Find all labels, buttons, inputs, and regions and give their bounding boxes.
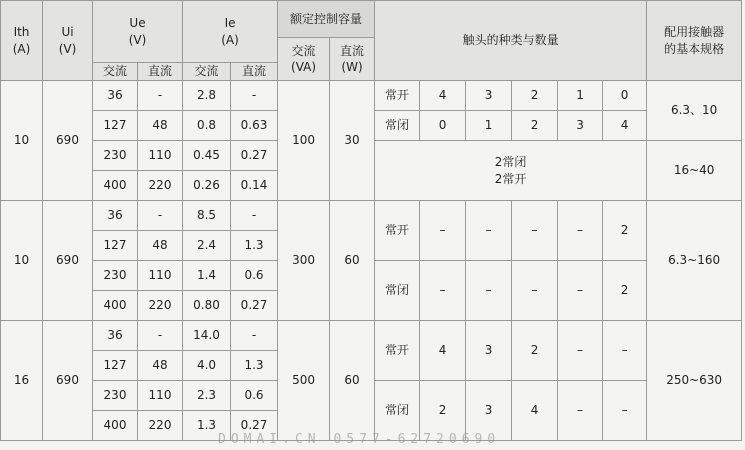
nc-count: 2 bbox=[603, 261, 647, 321]
ue-ac: 127 bbox=[93, 231, 138, 261]
no-count: 3 bbox=[466, 321, 512, 381]
contactor-spec: 6.3~160 bbox=[647, 201, 742, 321]
ie-dc: 1.3 bbox=[231, 351, 278, 381]
ue-ac: 127 bbox=[93, 351, 138, 381]
ue-ac: 400 bbox=[93, 411, 138, 441]
nc-count: – bbox=[466, 261, 512, 321]
ue-dc: 110 bbox=[138, 141, 183, 171]
ue-ac: 36 bbox=[93, 201, 138, 231]
ie-dc: 0.27 bbox=[231, 141, 278, 171]
ie-dc: - bbox=[231, 321, 278, 351]
ue-dc: 48 bbox=[138, 111, 183, 141]
contact-note: 2常闭 2常开 bbox=[375, 141, 647, 201]
ui-header: Ui (V) bbox=[43, 1, 93, 81]
no-count: 2 bbox=[512, 321, 558, 381]
w-header: 直流 (W) bbox=[330, 38, 375, 81]
ith-value: 16 bbox=[1, 321, 43, 441]
ith-value: 10 bbox=[1, 81, 43, 201]
nc-count: 4 bbox=[603, 111, 647, 141]
no-count: 2 bbox=[512, 81, 558, 111]
ie-dc-header: 直流 bbox=[231, 63, 278, 81]
ie-ac: 8.5 bbox=[183, 201, 231, 231]
va-value: 100 bbox=[278, 81, 330, 201]
normally-open-label: 常开 bbox=[375, 81, 420, 111]
va-header: 交流 (VA) bbox=[278, 38, 330, 81]
no-count: – bbox=[603, 321, 647, 381]
ue-dc: 48 bbox=[138, 351, 183, 381]
ie-dc: 0.14 bbox=[231, 171, 278, 201]
ith-value: 10 bbox=[1, 201, 43, 321]
ie-ac: 1.3 bbox=[183, 411, 231, 441]
nc-count: – bbox=[512, 261, 558, 321]
nc-count: 1 bbox=[466, 111, 512, 141]
table-row bbox=[1, 321, 742, 351]
normally-closed-label: 常闭 bbox=[375, 261, 420, 321]
no-count: – bbox=[420, 201, 466, 261]
ue-dc: 110 bbox=[138, 381, 183, 411]
ie-header: Ie (A) bbox=[183, 1, 278, 63]
table-row bbox=[1, 81, 742, 111]
ue-ac: 230 bbox=[93, 381, 138, 411]
no-count: – bbox=[558, 321, 603, 381]
contactor-spec: 16~40 bbox=[647, 141, 742, 201]
ie-dc: 0.63 bbox=[231, 111, 278, 141]
ue-dc: - bbox=[138, 81, 183, 111]
no-count: – bbox=[558, 201, 603, 261]
nc-count: 0 bbox=[420, 111, 466, 141]
watermark: DOMAI.CN 0577-62720690 bbox=[218, 432, 501, 447]
normally-closed-label: 常闭 bbox=[375, 381, 420, 441]
ue-dc: 220 bbox=[138, 411, 183, 441]
normally-open-label: 常开 bbox=[375, 201, 420, 261]
rated-capacity-header: 额定控制容量 bbox=[278, 1, 375, 38]
ith-header: Ith (A) bbox=[1, 1, 43, 81]
contactor-spec-header: 配用接触器 的基本规格 bbox=[647, 1, 742, 81]
ui-value: 690 bbox=[43, 321, 93, 441]
ie-dc: - bbox=[231, 201, 278, 231]
nc-count: – bbox=[603, 381, 647, 441]
ie-ac: 0.8 bbox=[183, 111, 231, 141]
ie-ac: 0.26 bbox=[183, 171, 231, 201]
table-row bbox=[1, 201, 742, 231]
contacts-header: 触头的种类与数量 bbox=[375, 1, 647, 81]
ue-ac: 230 bbox=[93, 261, 138, 291]
ue-ac: 400 bbox=[93, 291, 138, 321]
ui-value: 690 bbox=[43, 201, 93, 321]
ie-dc: 0.6 bbox=[231, 261, 278, 291]
ue-dc: 110 bbox=[138, 261, 183, 291]
va-value: 300 bbox=[278, 201, 330, 321]
ie-dc: 1.3 bbox=[231, 231, 278, 261]
ue-dc-header: 直流 bbox=[138, 63, 183, 81]
no-count: 2 bbox=[603, 201, 647, 261]
no-count: 0 bbox=[603, 81, 647, 111]
ue-ac: 36 bbox=[93, 321, 138, 351]
contactor-spec: 6.3、10 bbox=[647, 81, 742, 141]
ue-dc: - bbox=[138, 201, 183, 231]
no-count: – bbox=[512, 201, 558, 261]
ie-ac: 0.45 bbox=[183, 141, 231, 171]
ie-dc: 0.6 bbox=[231, 381, 278, 411]
ue-header: Ue (V) bbox=[93, 1, 183, 63]
nc-count: – bbox=[420, 261, 466, 321]
ui-value: 690 bbox=[43, 81, 93, 201]
ue-dc: 220 bbox=[138, 171, 183, 201]
ue-dc: 220 bbox=[138, 291, 183, 321]
no-count: 4 bbox=[420, 321, 466, 381]
nc-count: 4 bbox=[512, 381, 558, 441]
nc-count: 3 bbox=[466, 381, 512, 441]
contactor-spec: 250~630 bbox=[647, 321, 742, 441]
va-value: 500 bbox=[278, 321, 330, 441]
ie-dc: 0.27 bbox=[231, 411, 278, 441]
normally-closed-label: 常闭 bbox=[375, 111, 420, 141]
nc-count: – bbox=[558, 261, 603, 321]
w-value: 60 bbox=[330, 201, 375, 321]
ie-ac: 14.0 bbox=[183, 321, 231, 351]
ue-ac: 127 bbox=[93, 111, 138, 141]
ie-ac-header: 交流 bbox=[183, 63, 231, 81]
ue-dc: - bbox=[138, 321, 183, 351]
w-value: 30 bbox=[330, 81, 375, 201]
ie-ac: 0.80 bbox=[183, 291, 231, 321]
normally-open-label: 常开 bbox=[375, 321, 420, 381]
nc-count: – bbox=[558, 381, 603, 441]
no-count: 4 bbox=[420, 81, 466, 111]
ue-ac: 36 bbox=[93, 81, 138, 111]
nc-count: 2 bbox=[420, 381, 466, 441]
ie-ac: 2.3 bbox=[183, 381, 231, 411]
ie-dc: - bbox=[231, 81, 278, 111]
ie-ac: 2.8 bbox=[183, 81, 231, 111]
ue-ac: 230 bbox=[93, 141, 138, 171]
no-count: 1 bbox=[558, 81, 603, 111]
ue-dc: 48 bbox=[138, 231, 183, 261]
nc-count: 3 bbox=[558, 111, 603, 141]
no-count: 3 bbox=[466, 81, 512, 111]
ue-ac-header: 交流 bbox=[93, 63, 138, 81]
ie-dc: 0.27 bbox=[231, 291, 278, 321]
ue-ac: 400 bbox=[93, 171, 138, 201]
ie-ac: 2.4 bbox=[183, 231, 231, 261]
ie-ac: 4.0 bbox=[183, 351, 231, 381]
nc-count: 2 bbox=[512, 111, 558, 141]
no-count: – bbox=[466, 201, 512, 261]
ie-ac: 1.4 bbox=[183, 261, 231, 291]
w-value: 60 bbox=[330, 321, 375, 441]
